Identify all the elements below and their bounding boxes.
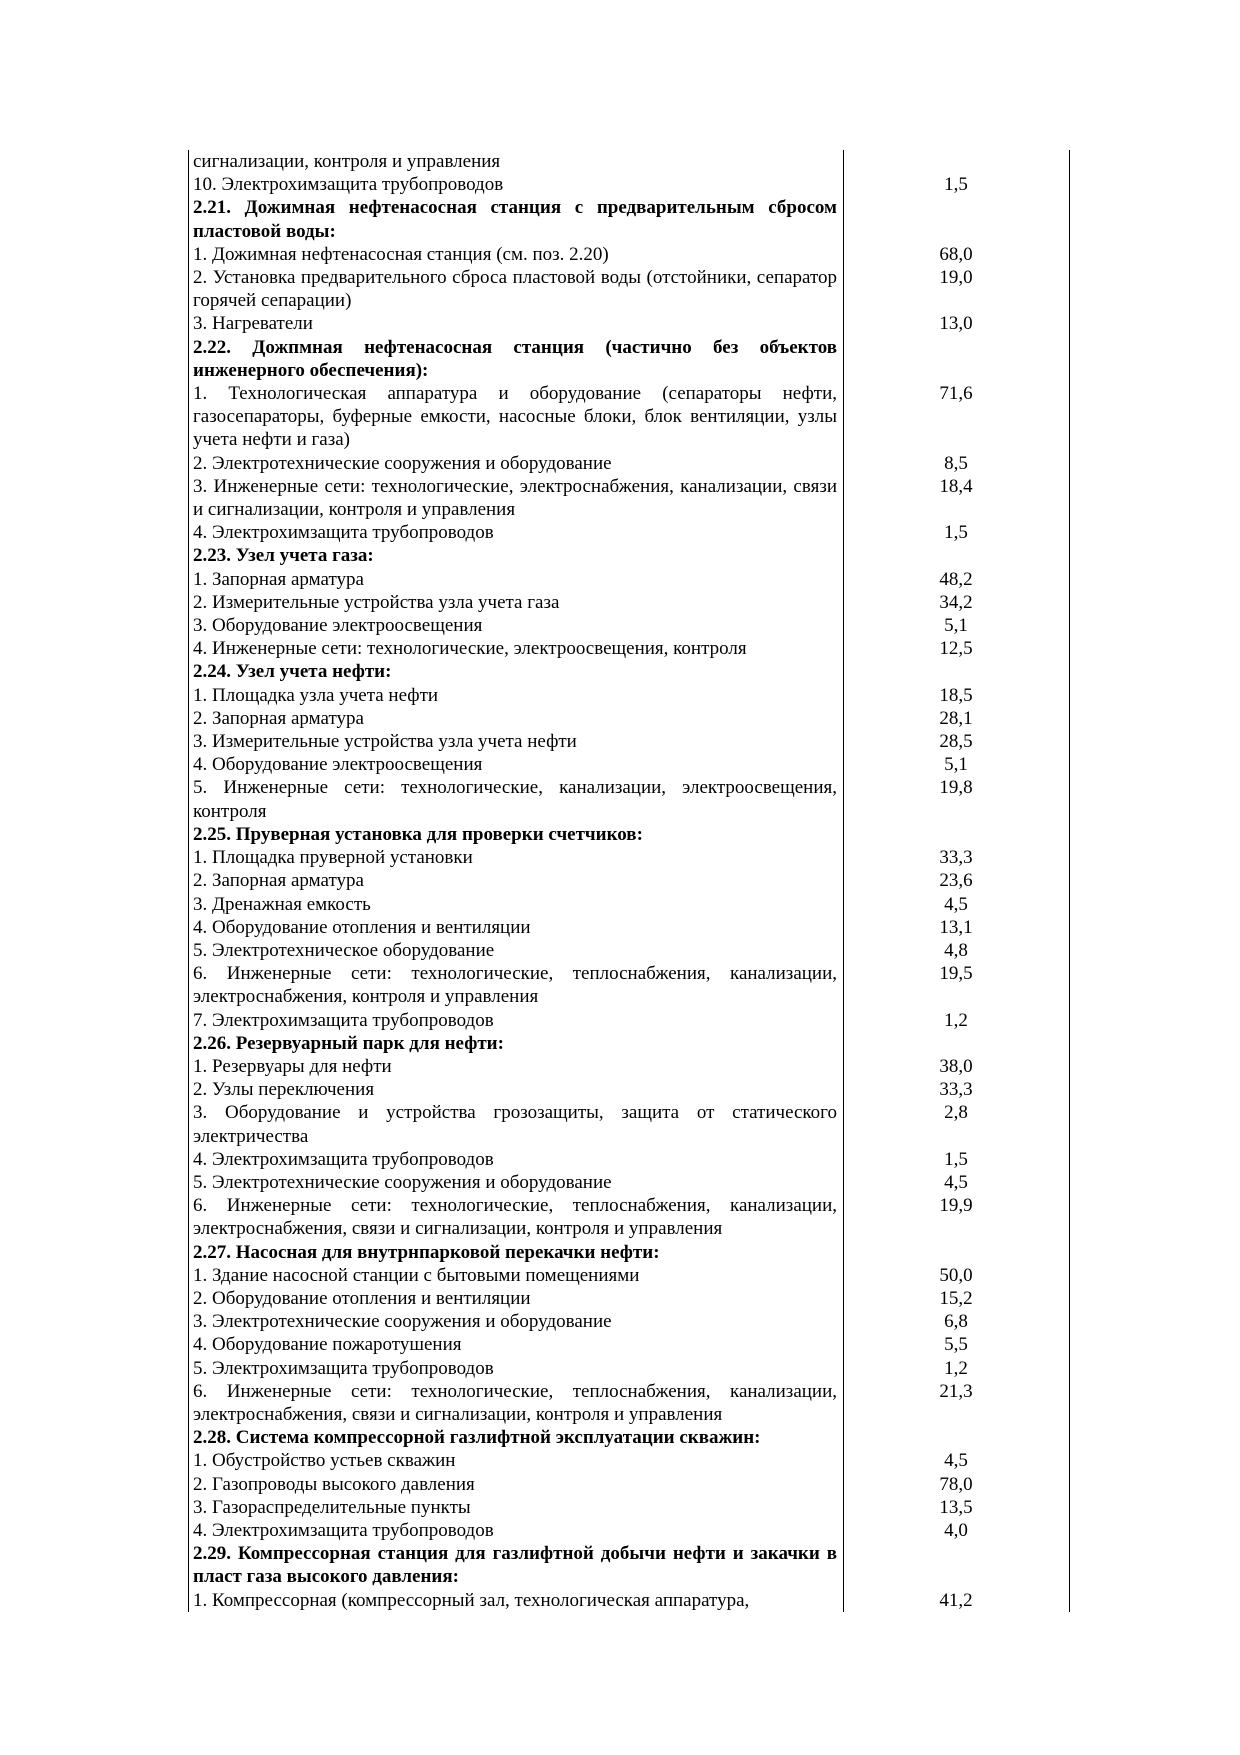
row-description: 3. Инженерные сети: технологические, электроснабжения, канализации, связи и сигнализации, контроля и управления bbox=[193, 475, 837, 521]
row-description: 2. Установка предварительного сброса пластовой воды (отстойники, сепаратор горячей сепарации) bbox=[193, 267, 837, 312]
table-row bbox=[189, 1589, 1069, 1612]
row-description: 2. Запорная арматура bbox=[193, 870, 364, 892]
row-value: 5,1 bbox=[944, 615, 968, 637]
table-row bbox=[189, 452, 1069, 475]
table-row bbox=[189, 846, 1069, 869]
row-value: 4,8 bbox=[944, 939, 968, 961]
row-description: 4. Инженерные сети: технологические, электроосвещения, контроля bbox=[193, 638, 747, 660]
table-row bbox=[189, 962, 1069, 1008]
row-value: 48,2 bbox=[939, 568, 973, 590]
row-value: 38,0 bbox=[939, 1055, 973, 1077]
row-value: 5,1 bbox=[944, 754, 968, 776]
row-description: 1. Компрессорная (компрессорный зал, технологическая аппаратура, bbox=[193, 1589, 750, 1611]
row-description: 3. Газораспределительные пункты bbox=[193, 1496, 471, 1518]
row-value: 68,0 bbox=[939, 243, 973, 265]
section-heading-row bbox=[189, 544, 1069, 567]
row-value: 34,2 bbox=[939, 591, 973, 613]
row-value: 71,6 bbox=[939, 383, 973, 405]
row-description: 2. Оборудование отопления и вентиляции bbox=[193, 1287, 531, 1309]
row-value: 4,0 bbox=[944, 1519, 968, 1541]
row-value: 78,0 bbox=[939, 1473, 973, 1495]
table-row bbox=[189, 1380, 1069, 1426]
row-value: 1,5 bbox=[944, 522, 968, 544]
row-description: 5. Электротехнические сооружения и оборудование bbox=[193, 1171, 612, 1193]
row-value: 41,2 bbox=[939, 1589, 973, 1611]
section-heading-row bbox=[189, 336, 1069, 382]
table-row bbox=[189, 637, 1069, 660]
table-row bbox=[189, 591, 1069, 614]
table-row bbox=[189, 1078, 1069, 1101]
row-value: 50,0 bbox=[939, 1264, 973, 1286]
row-description: 1. Технологическая аппаратура и оборудование (сепараторы нефти, газосепараторы, буферные емкости, насосные блоки, блок вентиляции, узлы учета нефти и газа) bbox=[193, 383, 837, 451]
row-description: 1. Дожимная нефтенасосная станция (см. поз. 2.20) bbox=[193, 243, 609, 265]
table-row bbox=[189, 243, 1069, 266]
row-value: 33,3 bbox=[939, 847, 973, 869]
row-description: 3. Дренажная емкость bbox=[193, 893, 371, 915]
table-row bbox=[189, 475, 1069, 521]
row-description: 5. Электрохимзащита трубопроводов bbox=[193, 1357, 494, 1379]
row-description: 5. Инженерные сети: технологические, канализации, электроосвещения, контроля bbox=[193, 777, 837, 822]
section-heading-row bbox=[189, 1426, 1069, 1449]
table-row bbox=[189, 1519, 1069, 1542]
table-row bbox=[189, 707, 1069, 730]
row-description: 1. Здание насосной станции с бытовыми помещениями bbox=[193, 1264, 640, 1286]
table-row bbox=[189, 1264, 1069, 1287]
row-value: 33,3 bbox=[939, 1079, 973, 1101]
table-row bbox=[189, 869, 1069, 892]
row-description: 3. Оборудование и устройства грозозащиты, защита от статического электричества bbox=[193, 1102, 837, 1147]
table-row bbox=[189, 382, 1069, 452]
row-description: 3. Нагреватели bbox=[193, 313, 313, 335]
table-row bbox=[189, 1333, 1069, 1356]
table-row bbox=[189, 1449, 1069, 1472]
table-row bbox=[189, 939, 1069, 962]
section-heading-row bbox=[189, 823, 1069, 846]
row-description: сигнализации, контроля и управления bbox=[193, 151, 501, 172]
row-description: 4. Оборудование отопления и вентиляции bbox=[193, 916, 531, 938]
row-value: 18,5 bbox=[939, 684, 973, 706]
row-description: 4. Оборудование пожаротушения bbox=[193, 1334, 462, 1356]
table-row bbox=[189, 266, 1069, 312]
row-value: 19,0 bbox=[939, 267, 973, 289]
section-heading: 2.27. Насосная для внутрнпарковой перекачки нефти: bbox=[193, 1241, 660, 1263]
table-row bbox=[189, 521, 1069, 544]
row-value: 21,3 bbox=[939, 1380, 973, 1402]
row-value: 13,5 bbox=[939, 1496, 973, 1518]
row-value: 19,8 bbox=[939, 777, 973, 799]
table-row bbox=[189, 1009, 1069, 1032]
row-description: 2. Узлы переключения bbox=[193, 1079, 375, 1101]
row-value: 4,5 bbox=[944, 1171, 968, 1193]
row-value: 1,2 bbox=[944, 1357, 968, 1379]
row-description: 2. Измерительные устройства узла учета газа bbox=[193, 591, 560, 613]
row-value: 4,5 bbox=[944, 893, 968, 915]
row-description: 1. Обустройство устьев скважин bbox=[193, 1450, 456, 1472]
table-row bbox=[189, 568, 1069, 591]
row-description: 6. Инженерные сети: технологические, теплоснабжения, канализации, электроснабжения, связи и сигнализации, контроля и управления bbox=[193, 1380, 837, 1425]
table-row bbox=[189, 173, 1069, 196]
section-heading: 2.26. Резервуарный парк для нефти: bbox=[193, 1032, 504, 1054]
section-heading: 2.21. Дожимная нефтенасосная станция с предварительным сбросом пластовой воды: bbox=[193, 197, 837, 242]
table-row bbox=[189, 1055, 1069, 1078]
table-row bbox=[189, 1473, 1069, 1496]
row-value: 13,1 bbox=[939, 916, 973, 938]
row-description: 2. Электротехнические сооружения и оборудование bbox=[193, 452, 612, 474]
table-row bbox=[189, 1101, 1069, 1147]
table-row bbox=[189, 1357, 1069, 1380]
row-description: 4. Электрохимзащита трубопроводов bbox=[193, 1148, 494, 1170]
section-heading-row bbox=[189, 1032, 1069, 1055]
row-value: 1,5 bbox=[944, 1148, 968, 1170]
section-heading-row bbox=[189, 1241, 1069, 1264]
row-description: 1. Площадка узла учета нефти bbox=[193, 684, 439, 706]
table-row bbox=[189, 1310, 1069, 1333]
row-value: 1,5 bbox=[944, 174, 968, 196]
cost-table bbox=[188, 150, 1070, 1612]
section-heading-row bbox=[189, 196, 1069, 242]
row-value: 28,1 bbox=[939, 707, 973, 729]
table-row bbox=[189, 893, 1069, 916]
row-value: 13,0 bbox=[939, 313, 973, 335]
row-description: 1. Площадка пруверной установки bbox=[193, 847, 473, 869]
row-description: 7. Электрохимзащита трубопроводов bbox=[193, 1009, 494, 1031]
row-description: 6. Инженерные сети: технологические, теплоснабжения, канализации, электроснабжения, контроля и управления bbox=[193, 963, 837, 1008]
row-value: 12,5 bbox=[939, 638, 973, 660]
row-value: 19,5 bbox=[939, 963, 973, 985]
table-row bbox=[189, 150, 1069, 173]
row-value: 2,8 bbox=[944, 1102, 968, 1124]
table-row bbox=[189, 1148, 1069, 1171]
row-description: 4. Оборудование электроосвещения bbox=[193, 754, 483, 776]
row-description: 4. Электрохимзащита трубопроводов bbox=[193, 522, 494, 544]
table-row bbox=[189, 753, 1069, 776]
row-description: 3. Электротехнические сооружения и оборудование bbox=[193, 1311, 612, 1333]
table-row bbox=[189, 614, 1069, 637]
row-description: 3. Оборудование электроосвещения bbox=[193, 615, 483, 637]
table-row bbox=[189, 1171, 1069, 1194]
row-description: 6. Инженерные сети: технологические, теплоснабжения, канализации, электроснабжения, связи и сигнализации, контроля и управления bbox=[193, 1195, 837, 1240]
table-row bbox=[189, 776, 1069, 822]
section-heading-row bbox=[189, 1542, 1069, 1588]
row-value: 19,9 bbox=[939, 1195, 973, 1217]
row-value: 6,8 bbox=[944, 1311, 968, 1333]
table-row bbox=[189, 1496, 1069, 1519]
table-row bbox=[189, 684, 1069, 707]
section-heading: 2.28. Система компрессорной газлифтной эксплуатации скважин: bbox=[193, 1427, 761, 1449]
row-description: 1. Резервуары для нефти bbox=[193, 1055, 392, 1077]
table-row bbox=[189, 1194, 1069, 1240]
row-value: 23,6 bbox=[939, 870, 973, 892]
section-heading: 2.25. Пруверная установка для проверки счетчиков: bbox=[193, 823, 643, 845]
row-description: 2. Газопроводы высокого давления bbox=[193, 1473, 475, 1495]
row-value: 28,5 bbox=[939, 731, 973, 753]
row-description: 4. Электрохимзащита трубопроводов bbox=[193, 1519, 494, 1541]
section-heading: 2.24. Узел учета нефти: bbox=[193, 661, 392, 683]
row-description: 1. Запорная арматура bbox=[193, 568, 364, 590]
row-value: 1,2 bbox=[944, 1009, 968, 1031]
table-row bbox=[189, 730, 1069, 753]
table-row bbox=[189, 1287, 1069, 1310]
section-heading: 2.23. Узел учета газа: bbox=[193, 545, 374, 567]
row-value: 5,5 bbox=[944, 1334, 968, 1356]
row-description: 3. Измерительные устройства узла учета нефти bbox=[193, 731, 577, 753]
table-row bbox=[189, 312, 1069, 335]
section-heading-row bbox=[189, 660, 1069, 683]
table-row bbox=[189, 916, 1069, 939]
row-description: 5. Электротехническое оборудование bbox=[193, 939, 495, 961]
row-value: 4,5 bbox=[944, 1450, 968, 1472]
row-value: 8,5 bbox=[944, 452, 968, 474]
section-heading: 2.22. Дожпмная нефтенасосная станция (частично без объектов инженерного обеспечения): bbox=[193, 336, 837, 381]
row-value: 15,2 bbox=[939, 1287, 973, 1309]
row-description: 10. Электрохимзащита трубопроводов bbox=[193, 174, 504, 196]
section-heading: 2.29. Компрессорная станция для газлифтной добычи нефти и закачки в пласт газа высокого давления: bbox=[193, 1543, 837, 1588]
row-description: 2. Запорная арматура bbox=[193, 707, 364, 729]
row-value: 18,4 bbox=[939, 475, 973, 497]
